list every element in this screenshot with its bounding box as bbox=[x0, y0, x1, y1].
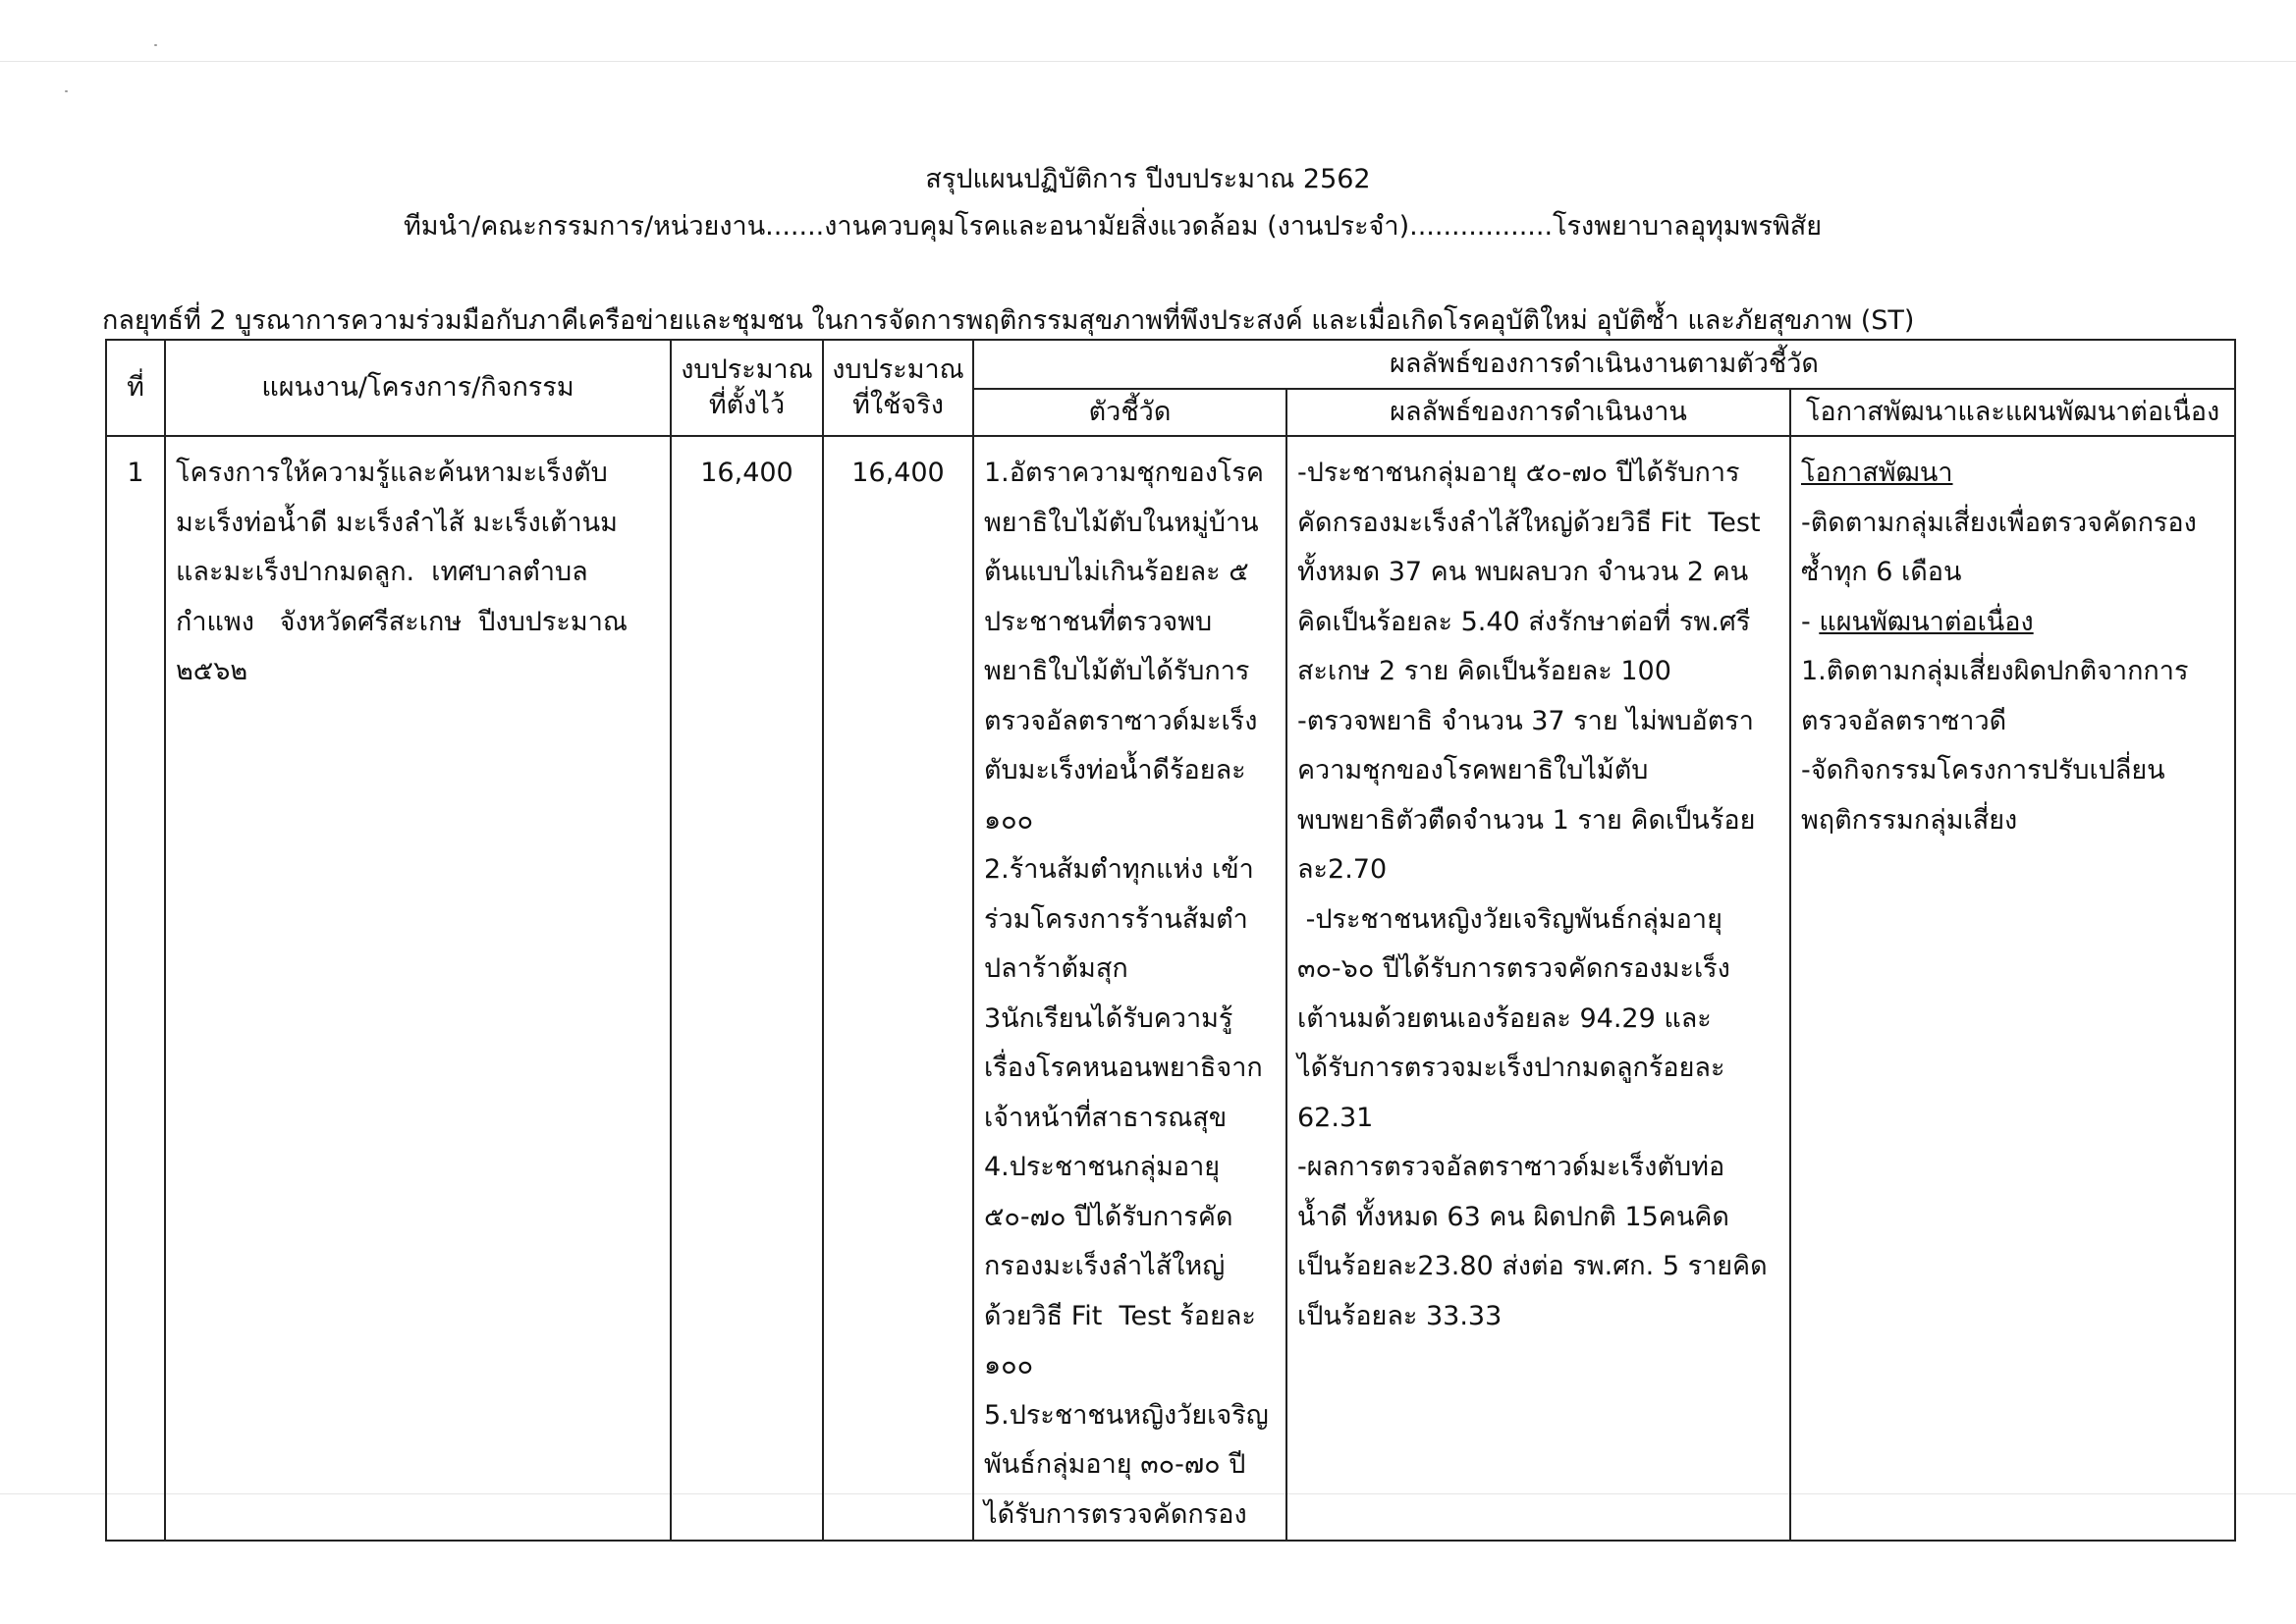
result-line: -ประชาชนหญิงวัยเจริญพันธ์กลุ่มอายุ bbox=[1297, 903, 1722, 935]
result-line: คิดเป็นร้อยละ 5.40 ส่งรักษาต่อที่ รพ.ศรี bbox=[1297, 606, 1751, 637]
result-line: ความชุกของโรคพยาธิใบไม้ตับ bbox=[1297, 755, 1649, 785]
cell-plan bbox=[165, 436, 671, 1541]
opportunity-line: ซ้ำทุก 6 เดือน bbox=[1801, 557, 1962, 587]
table-row bbox=[106, 436, 2235, 1541]
plan-continue-lines bbox=[1801, 647, 2224, 845]
indicator-line: ๕๐-๗๐ ปีได้รับการคัด bbox=[984, 1201, 1233, 1232]
indicator-line: เรื่องโรคหนอนพยาธิจาก bbox=[984, 1053, 1263, 1083]
header-budget-used-line2: ที่ใช้จริง bbox=[852, 390, 944, 420]
header-budget-used bbox=[823, 340, 973, 436]
indicator-line: ตับมะเร็งท่อน้ำดีร้อยละ bbox=[984, 755, 1246, 785]
indicator-line: ด้วยวิธี Fit Test ร้อยละ bbox=[984, 1300, 1256, 1331]
indicator-text bbox=[974, 437, 1285, 1540]
result-line: สะเกษ 2 ราย คิดเป็นร้อยละ 100 bbox=[1297, 656, 1671, 686]
indicator-line: เจ้าหน้าที่สาธารณสุข bbox=[984, 1102, 1228, 1133]
opportunity-title: โอกาสพัฒนา bbox=[1801, 458, 1953, 488]
result-line: พบพยาธิตัวตืดจำนวน 1 ราย คิดเป็นร้อย bbox=[1297, 804, 1756, 836]
result-line: -ประชาชนกลุ่มอายุ ๕๐-๗๐ ปีได้รับการ bbox=[1297, 458, 1740, 488]
row-number: 1 bbox=[127, 458, 144, 488]
plan-continue-line: -จัดกิจกรรมโครงการปรับเปลี่ยน bbox=[1801, 755, 2165, 785]
indicator-line: ๑๐๐ bbox=[984, 804, 1034, 836]
plan-continue-prefix: - bbox=[1801, 606, 1820, 637]
header-budget-set bbox=[671, 340, 823, 436]
indicator-line: 4.ประชาชนกลุ่มอายุ bbox=[984, 1152, 1221, 1182]
plan-line: มะเร็งท่อน้ำดี มะเร็งลำไส้ มะเร็งเต้านม bbox=[176, 507, 618, 538]
result-line: ละ2.70 bbox=[1297, 854, 1388, 885]
plan-continue-line: ตรวจอัลตราซาวดี bbox=[1801, 705, 2007, 736]
result-line: เป็นร้อยละ23.80 ส่งต่อ รพ.ศก. 5 รายคิด bbox=[1297, 1251, 1768, 1281]
result-line: คัดกรองมะเร็งลำไส้ใหญ่ด้วยวิธี Fit Test bbox=[1297, 507, 1761, 538]
header-no: ที่ bbox=[106, 340, 165, 436]
plan-line: และมะเร็งปากมดลูก. เทศบาลตำบล bbox=[176, 557, 588, 587]
cell-indicator bbox=[973, 436, 1286, 1541]
result-line: ๓๐-๖๐ ปีได้รับการตรวจคัดกรองมะเร็ง bbox=[1297, 953, 1730, 984]
opportunity-lines bbox=[1801, 499, 2224, 598]
result-line: เป็นร้อยละ 33.33 bbox=[1297, 1300, 1503, 1331]
result-line: เต้านมด้วยตนเองร้อยละ 94.29 และ bbox=[1297, 1002, 1712, 1034]
indicator-line: ได้รับการตรวจคัดกรอง bbox=[984, 1498, 1247, 1530]
indicator-line: ร่วมโครงการร้านส้มตำ bbox=[984, 903, 1248, 935]
plan-continue-line: พฤติกรรมกลุ่มเสี่ยง bbox=[1801, 804, 2018, 836]
indicator-line: ประชาชนที่ตรวจพบ bbox=[984, 606, 1213, 637]
indicator-line: พันธ์กลุ่มอายุ ๓๐-๗๐ ปี bbox=[984, 1449, 1246, 1480]
cell-opportunity bbox=[1790, 436, 2235, 1541]
header-result: ผลลัพธ์ของการดำเนินงาน bbox=[1286, 389, 1790, 436]
header-plan: แผนงาน/โครงการ/กิจกรรม bbox=[165, 340, 671, 436]
header-budget-set-line2: ที่ตั้งไว้ bbox=[708, 390, 786, 420]
indicator-line: 2.ร้านส้มตำทุกแห่ง เข้า bbox=[984, 854, 1254, 885]
plan-text bbox=[166, 437, 670, 697]
opportunity-text bbox=[1791, 437, 2234, 845]
indicator-line: ตรวจอัลตราซาวด์มะเร็ง bbox=[984, 705, 1258, 736]
header-results-group: ผลลัพธ์ของการดำเนินงานตามตัวชี้วัด bbox=[973, 340, 2235, 389]
indicator-line: พยาธิใบไม้ตับในหมู่บ้าน bbox=[984, 507, 1259, 538]
indicator-line: กรองมะเร็งลำไส้ใหญ่ bbox=[984, 1251, 1226, 1281]
document-title: สรุปแผนปฏิบัติการ ปีงบประมาณ 2562 bbox=[925, 164, 1371, 194]
result-line: น้ำดี ทั้งหมด 63 คน ผิดปกติ 15คนคิด bbox=[1297, 1201, 1729, 1232]
plan-line: ๒๕๖๒ bbox=[176, 656, 248, 686]
header-opportunity: โอกาสพัฒนาและแผนพัฒนาต่อเนื่อง bbox=[1790, 389, 2235, 436]
plan-table bbox=[105, 339, 2236, 1542]
cell-budget-set bbox=[671, 436, 823, 1541]
plan-line: โครงการให้ความรู้และค้นหามะเร็งตับ bbox=[176, 458, 608, 488]
result-text bbox=[1287, 437, 1789, 1341]
plan-continue-line: 1.ติดตามกลุ่มเสี่ยงผิดปกติจากการ bbox=[1801, 656, 2189, 686]
result-line: ได้รับการตรวจมะเร็งปากมดลูกร้อยละ bbox=[1297, 1053, 1725, 1083]
indicator-line: ๑๐๐ bbox=[984, 1350, 1034, 1380]
cell-result bbox=[1286, 436, 1790, 1541]
budget-used-value: 16,400 bbox=[851, 458, 945, 488]
result-line: ทั้งหมด 37 คน พบผลบวก จำนวน 2 คน bbox=[1297, 557, 1749, 587]
budget-set-value: 16,400 bbox=[700, 458, 793, 488]
indicator-line: พยาธิใบไม้ตับได้รับการ bbox=[984, 656, 1250, 686]
cell-no bbox=[106, 436, 165, 1541]
cell-budget-used bbox=[823, 436, 973, 1541]
indicator-line: 5.ประชาชนหญิงวัยเจริญ bbox=[984, 1399, 1269, 1431]
strategy-heading: กลยุทธ์ที่ 2 บูรณาการความร่วมมือกับภาคีเครือข่ายและชุมชน ในการจัดการพฤติกรรมสุขภาพที่พึงประสงค์ และเมื่อเกิดโรคอุบัติใหม่ อุบัติซ้ำ และภัยสุขภาพ (ST) bbox=[102, 305, 1915, 336]
indicator-line: 3นักเรียนได้รับความรู้ bbox=[984, 1002, 1233, 1034]
header-indicator: ตัวชี้วัด bbox=[973, 389, 1286, 436]
indicator-line: 1.อัตราความชุกของโรค bbox=[984, 458, 1264, 488]
scan-speck bbox=[65, 90, 68, 92]
opportunity-line: -ติดตามกลุ่มเสี่ยงเพื่อตรวจคัดกรอง bbox=[1801, 507, 2197, 538]
scan-speck bbox=[154, 44, 157, 46]
plan-continue-heading bbox=[1801, 598, 2224, 648]
header-budget-set-line1: งบประมาณ bbox=[681, 354, 813, 385]
plan-continue-title: แผนพัฒนาต่อเนื่อง bbox=[1819, 606, 2034, 637]
indicator-line: ต้นแบบไม่เกินร้อยละ ๕ bbox=[984, 557, 1249, 587]
indicator-line: ปลาร้าต้มสุก bbox=[984, 953, 1128, 984]
result-line: -ตรวจพยาธิ จำนวน 37 ราย ไม่พบอัตรา bbox=[1297, 705, 1754, 736]
document-subtitle: ทีมนำ/คณะกรรมการ/หน่วยงาน.......งานควบคุมโรคและอนามัยสิ่งแวดล้อม (งานประจำ).................โรงพยาบาลอุทุมพรพิสัย bbox=[403, 211, 1823, 242]
result-line: -ผลการตรวจอัลตราซาวด์มะเร็งตับท่อ bbox=[1297, 1152, 1725, 1182]
plan-line: กำแพง จังหวัดศรีสะเกษ ปีงบประมาณ bbox=[176, 606, 628, 637]
result-line: 62.31 bbox=[1297, 1102, 1374, 1133]
header-budget-used-line1: งบประมาณ bbox=[832, 354, 964, 385]
scan-edge-top bbox=[0, 61, 2296, 62]
